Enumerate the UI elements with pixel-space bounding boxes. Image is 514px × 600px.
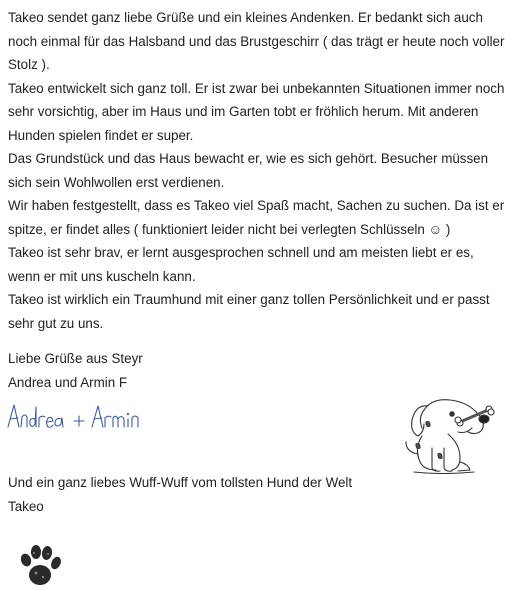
paragraph-greeting: Takeo sendet ganz liebe Grüße und ein kleines Andenken. Er bedankt sich auch noch einmal für das Halsband und das Brustgeschirr ( das trägt er heute noch voller Stolz ).: [8, 10, 505, 72]
closing-name: Takeo: [8, 498, 44, 514]
paragraph-behaviour: Takeo ist sehr brav, er lernt ausgesprochen schnell und am meisten liebt er es, wenn er mit uns kuscheln kann.: [8, 245, 474, 284]
cartoon-dog-with-bone-icon: [402, 392, 498, 474]
paw-print-icon: [12, 538, 68, 594]
letter-body: [8, 6, 508, 335]
signoff-names: Andrea und Armin F: [8, 374, 128, 390]
paragraph-dream-dog: Takeo ist wirklich ein Traumhund mit einer ganz tollen Persönlichkeit und er passt sehr gut zu uns.: [8, 292, 490, 331]
closing-block: [8, 471, 352, 518]
paragraph-guarding: Das Grundstück und das Haus bewacht er, wie es sich gehört. Besucher müssen sich sein Wohlwollen erst verdienen.: [8, 151, 489, 190]
paragraph-development: Takeo entwickelt sich ganz toll. Er ist zwar bei unbekannten Situationen immer noch sehr vorsichtig, aber im Haus und im Garten tobt er fröhlich herum. Mit anderen Hunden spielen findet er super.: [8, 80, 505, 143]
signoff-greeting: Liebe Grüße aus Steyr: [8, 351, 143, 366]
handwritten-signature: [4, 397, 154, 437]
paragraph-searching: Wir haben festgestellt, dass es Takeo viel Spaß macht, Sachen zu suchen. Da ist er spitze, er findet alles ( funktioniert leider nicht bei verlegten Schlüsseln ☺ ): [8, 198, 505, 237]
signoff-block: [8, 347, 143, 394]
closing-line: Und ein ganz liebes Wuff-Wuff vom tollsten Hund der Welt: [8, 475, 353, 490]
